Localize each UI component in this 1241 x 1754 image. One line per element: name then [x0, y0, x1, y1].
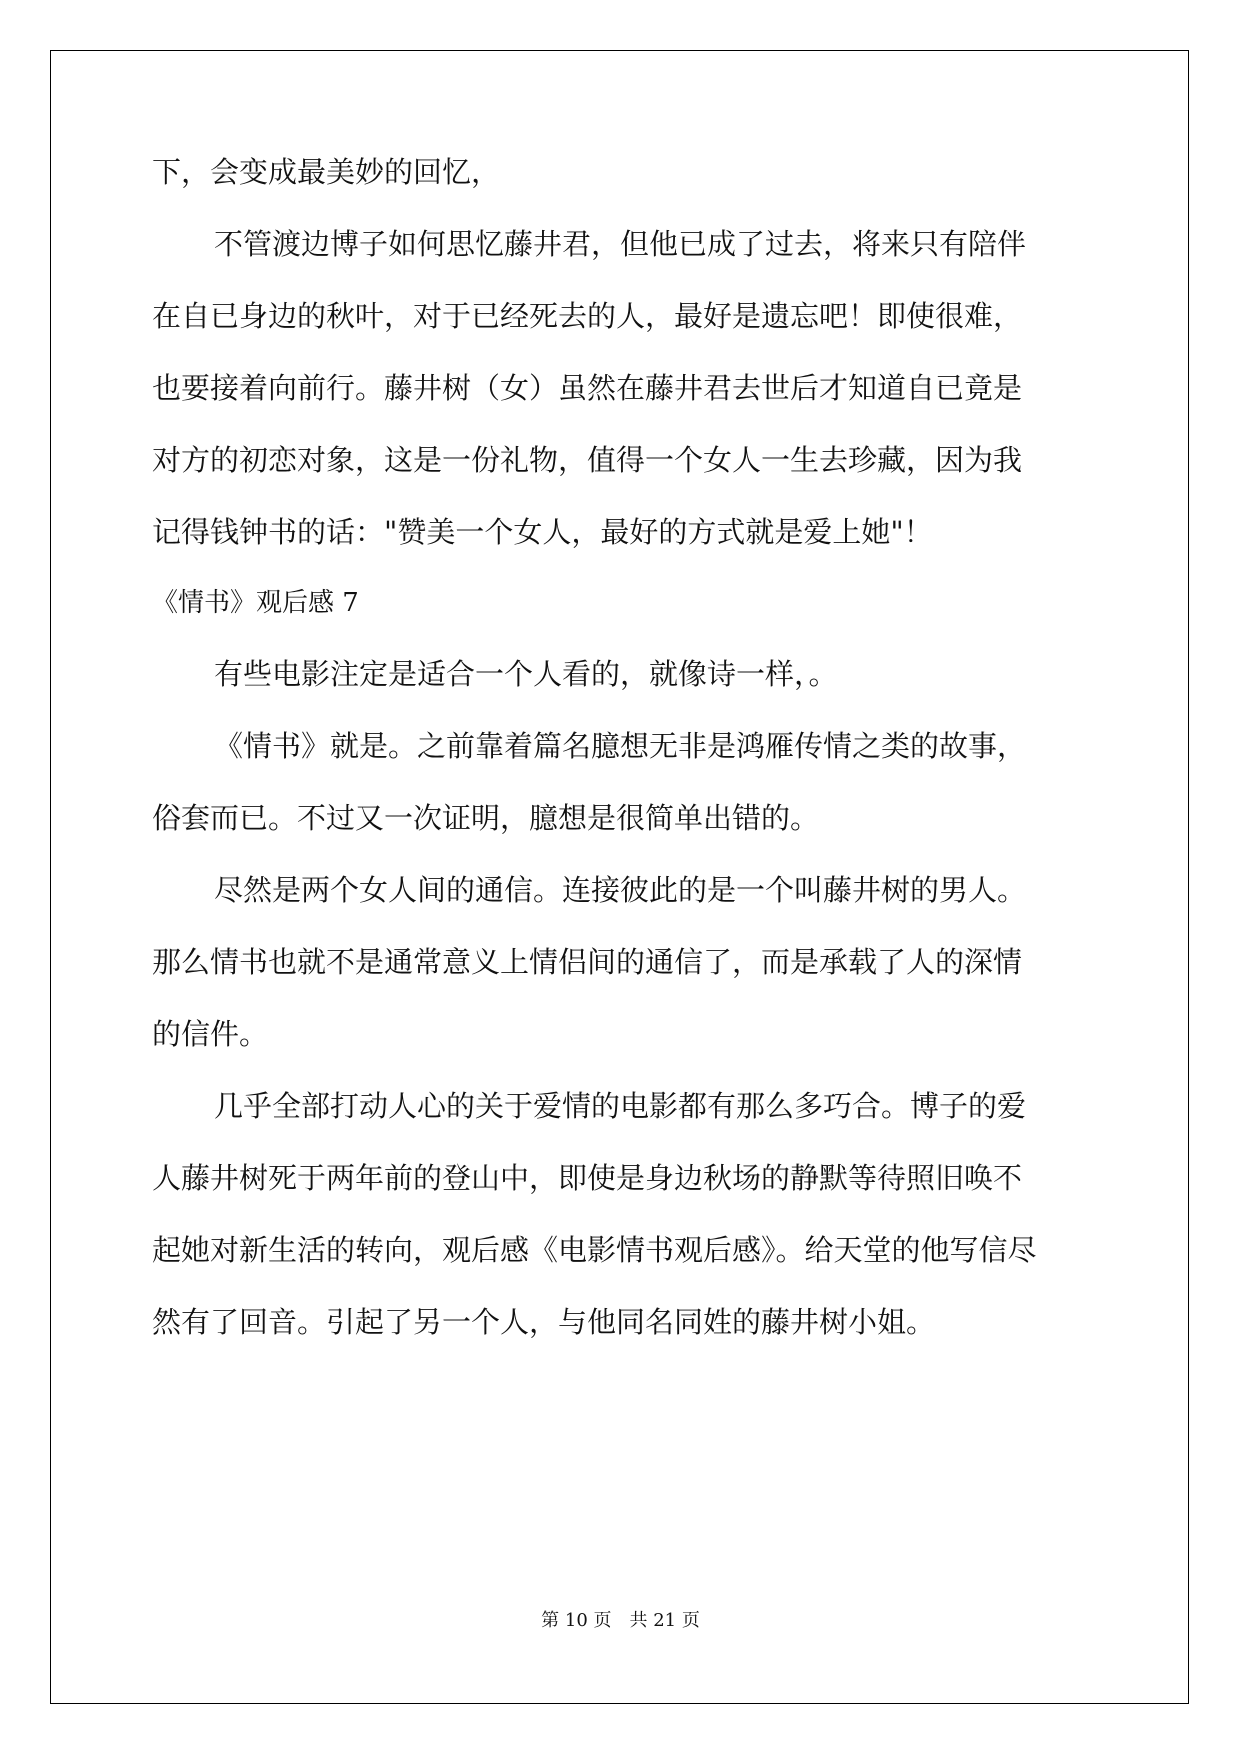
paragraph-line: 不管渡边博子如何思忆藤井君，但他已成了过去，将来只有陪伴 — [214, 227, 1027, 261]
paragraph-line: 也要接着向前行。藤井树（女）虽然在藤井君去世后才知道自已竟是 — [152, 371, 1023, 405]
paragraph-line: 《情书》就是。之前靠着篇名臆想无非是鸿雁传情之类的故事， — [214, 729, 1027, 763]
paragraph-line: 几乎全部打动人心的关于爱情的电影都有那么多巧合。博子的爱 — [214, 1089, 1027, 1123]
paragraph-line: 人藤井树死于两年前的登山中，即使是身边秋场的静默等待照旧唤不 — [152, 1161, 1023, 1195]
paragraph-line: 俗套而已。不过又一次证明，臆想是很简单出错的。 — [152, 801, 820, 835]
paragraph-line: 起她对新生活的转向，观后感《电影情书观后感》。给天堂的他写信尽 — [152, 1233, 1037, 1267]
section-heading: 《情书》观后感 7 — [152, 588, 359, 618]
paragraph-line: 记得钱钟书的话："赞美一个女人，最好的方式就是爱上她"！ — [152, 515, 933, 549]
paragraph-line: 在自已身边的秋叶，对于已经死去的人，最好是遗忘吧！即使很难， — [152, 299, 1023, 333]
paragraph-line: 有些电影注定是适合一个人看的，就像诗一样，。 — [214, 657, 838, 691]
paragraph-line: 那么情书也就不是通常意义上情侣间的通信了，而是承载了人的深情 — [152, 945, 1023, 979]
paragraph-line: 尽然是两个女人间的通信。连接彼此的是一个叫藤井树的男人。 — [214, 873, 1027, 907]
paragraph-line: 对方的初恋对象，这是一份礼物，值得一个女人一生去珍藏，因为我 — [152, 443, 1023, 477]
paragraph-line: 的信件。 — [152, 1017, 269, 1051]
page-footer: 第 10 页 共 21 页 — [541, 1610, 700, 1631]
paragraph-line: 下，会变成最美妙的回忆， — [152, 155, 501, 189]
paragraph-line: 然有了回音。引起了另一个人，与他同名同姓的藤井树小姐。 — [152, 1305, 936, 1339]
